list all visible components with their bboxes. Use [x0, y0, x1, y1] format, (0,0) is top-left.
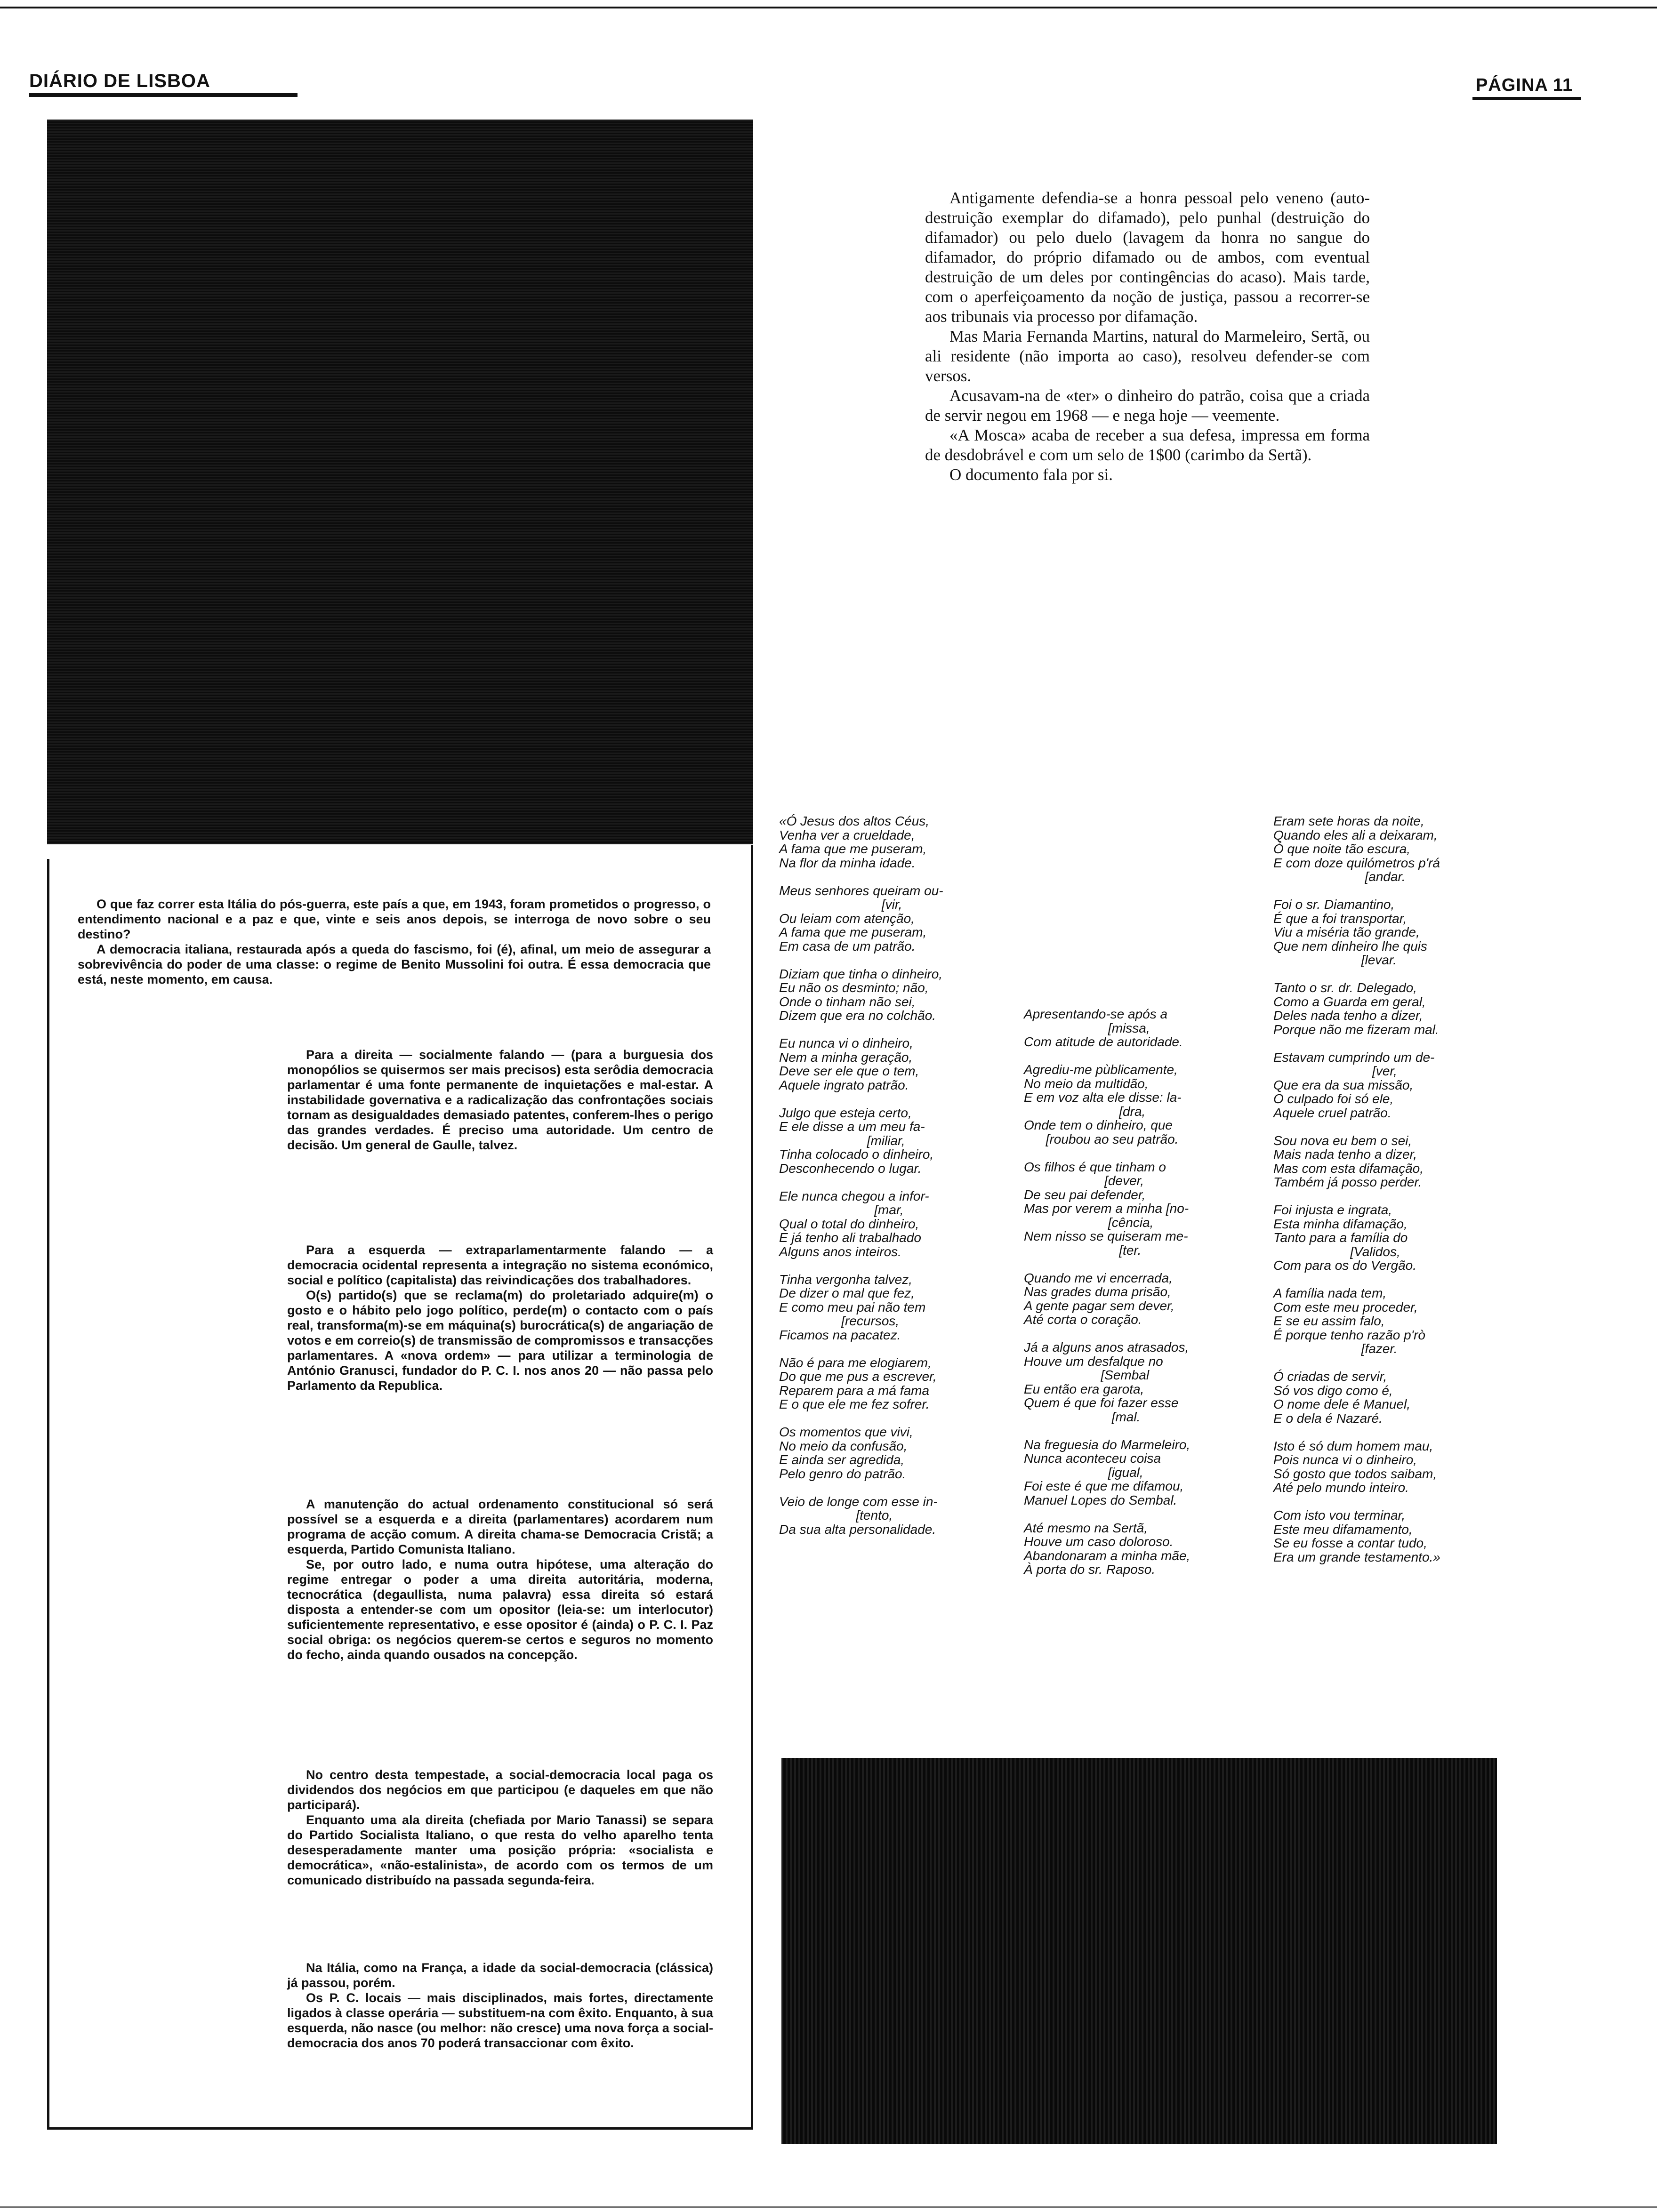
page-label-underline — [1472, 97, 1581, 100]
intro-paragraph: Acusavam-na de «ter» o dinheiro do patrão, coisa que a criada de servir negou em 1968 — e nega hoje — veemente. — [925, 386, 1370, 425]
article-section — [287, 1960, 713, 2051]
poem-column-3: Eram sete horas da noite, Quando eles ali a deixaram, Ó que noite tão escura, E com doze quilómetros p'rá [andar. Foi o sr. Diamantino, É que a foi transportar, Viu a miséria tão grande, Que nem dinheiro lhe quis [levar. Tanto o sr. dr. Delegado, Como a Guarda em geral, Deles nada tenho a dizer, Porque não me fizeram mal. Estavam cumprindo um de- [ver, Que era da sua missão, O culpado foi só ele, Aquele cruel patrão. Sou nova eu bem o sei, Mais nada tenho a dizer, Mas com esta difamação, Também já posso perder. Foi injusta e ingrata, Esta minha difamação, Tanto para a família do [Validos, Com para os do Vergão. A família nada tem, Com este meu proceder, E se eu assim falo, É porque tenho razão p'rò [fazer. Ó criadas de servir, Só vos digo como é, O nome dele é Manuel, E o dela é Nazaré. Isto é só dum homem mau, Pois nunca vi o dinheiro, Só gosto que todos saibam, Até pelo mundo inteiro. Com isto vou terminar, Este meu difamamento, Se eu fosse a contar tudo, Era um grande testamento.» — [1273, 814, 1440, 1564]
article-section — [287, 1497, 713, 1662]
article-frame-bottom — [47, 2127, 753, 2130]
article-section — [287, 1047, 713, 1153]
article-frame-left — [47, 859, 49, 2130]
top-photo — [47, 120, 753, 844]
article-paragraph: Enquanto uma ala direita (chefiada por Mario Tanassi) se separa do Partido Socialista Italiano, o que resta do velho aparelho tenta desesperadamente manter uma posição própria: «socialista e democrática», «não-estalinista», de acordo com os termos de um comunicado distribuído na passada segunda-feira. — [287, 1813, 713, 1887]
poem-column-2: Apresentando-se após a [missa, Com atitude de autoridade. Agrediu-me pùblicamente, No meio da multidão, E em voz alta ele disse: la- [dra, Onde tem o dinheiro, que [roubou ao seu patrão. Os filhos é que tinham o [dever, De seu pai defender, Mas por verem a minha [no- [cência, Nem nisso se quiseram me- [ter. Quando me vi encerrada, Nas grades duma prisão, A gente pagar sem dever, Até corta o coração. Já a alguns anos atrasados, Houve um desfalque no [Sembal Eu então era garota, Quem é que foi fazer esse [mal. Na freguesia do Marmeleiro, Nunca aconteceu coisa [igual, Foi este é que me difamou, Manuel Lopes do Sembal. Até mesmo na Sertã, Houve um caso doloroso. Abandonaram a minha mãe, À porta do sr. Raposo. — [1024, 1007, 1190, 1577]
intro-paragraph: Antigamente defendia-se a honra pessoal pelo veneno (auto-destruição exemplar do difamado), pelo punhal (destruição do difamador) ou pelo duelo (lavagem da honra no sangue do difamador, do próprio difamado ou de ambos, com eventual destruição de um deles por contingências do acaso). Mais tarde, com o aperfeiçoamento da noção de justiça, passou a recorrer-se aos tribunais via processo por difamação. — [925, 189, 1370, 326]
article-paragraph: Para a esquerda — extraparlamentarmente falando — a democracia ocidental representa a integração no sistema económico, social e político (capitalista) das reivindicações dos trabalhadores. — [287, 1243, 713, 1287]
article-section — [287, 1767, 713, 1888]
article-paragraph: O(s) partido(s) que se reclama(m) do proletariado adquire(m) o gosto e o hábito pelo jogo político, perde(m) o contacto com o país real, transforma(m)-se em máquina(s) burocrática(s) de angariação de votos e em correio(s) de transmissão de compromissos e transacções parlamentares. A «nova ordem» — para utilizar a terminologia de António Granusci, fundador do P. C. I. nos anos 20 — não passa pelo Parlamento da Republica. — [287, 1288, 713, 1393]
article-paragraph: Se, por outro lado, e numa outra hipótese, uma alteração do regime entregar o poder a uma direita autoritária, moderna, tecnocrática (degaullista, numa palavra) essa direita só estará disposta a entender-se com um opositor (leia-se: um interlocutor) suficientemente representativo, e esse opositor é (ainda) o P. C. I. Paz social obriga: os negócios querem-se certos e seguros no momento do fecho, ainda quando ousados na concepção. — [287, 1557, 713, 1662]
intro-paragraph: O documento fala por si. — [949, 465, 1113, 484]
masthead: DIÁRIO DE LISBOA — [29, 71, 210, 91]
article-paragraph: A manutenção do actual ordenamento constitucional só será possível se a esquerda e a direita (parlamentares) acordarem num programa de acção comum. A direita chama-se Democracia Cristã; a esquerda, Partido Comunista Italiano. — [287, 1497, 713, 1556]
article-lead — [78, 897, 711, 987]
bottom-border — [0, 2206, 1657, 2208]
article-paragraph: Para a direita — socialmente falando — (para a burguesia dos monopólios se quisermos ser mais precisos) esta serôdia democracia parlamentar é uma fonte permanente de inquietações e mal-estar. A instabilidade governativa e a radicalização das confrontações sociais tornam as desigualdades demasiado patentes, conferem-lhes o perigo das grandes verdades. É preciso uma autoridade. Um centro de decisão. Um general de Gaulle, talvez. — [287, 1048, 713, 1152]
intro-text — [925, 188, 1370, 485]
page-label: PÁGINA 11 — [1476, 75, 1573, 95]
article-lead-paragraph: O que faz correr esta Itália do pós-guerra, este país a que, em 1943, foram prometidos o progresso, o entendimento nacional e a paz e que, vinte e seis anos depois, se interroga de novo sobre o seu destino? — [78, 897, 711, 941]
intro-paragraph: «A Mosca» acaba de receber a sua defesa, impressa em forma de desdobrável e com um selo de 1$00 (carimbo da Sertã). — [925, 426, 1370, 464]
bottom-photo — [781, 1758, 1497, 2144]
intro-paragraph: Mas Maria Fernanda Martins, natural do Marmeleiro, Sertã, ou ali residente (não importa ao caso), resolveu defender-se com versos. — [925, 327, 1370, 385]
article-paragraph: No centro desta tempestade, a social-democracia local paga os dividendos dos negócios em que participou (e daqueles em que não participará). — [287, 1768, 713, 1812]
article-paragraph: Os P. C. locais — mais disciplinados, mais fortes, directamente ligados à classe operária — substituem-na com êxito. Enquanto, à sua esquerda, não nasce (ou melhor: não cresce) uma nova força a social-democracia dos anos 70 poderá transaccionar com êxito. — [287, 1991, 713, 2050]
article-lead-paragraph: A democracia italiana, restaurada após a queda do fascismo, foi (é), afinal, um meio de assegurar a sobrevivência do poder de uma classe: o regime de Benito Mussolini foi outra. É essa democracia que está, neste momento, em causa. — [78, 942, 711, 986]
masthead-underline — [29, 93, 298, 97]
article-paragraph: Na Itália, como na França, a idade da social-democracia (clássica) já passou, porém. — [287, 1961, 713, 1990]
poem-column-1: «Ó Jesus dos altos Céus, Venha ver a crueldade, A fama que me puseram, Na flor da minha idade. Meus senhores queiram ou- [vir, Ou leiam com atenção, A fama que me puseram, Em casa de um patrão. Diziam que tinha o dinheiro, Eu não os desminto; não, Onde o tinham não sei, Dizem que era no colchão. Eu nunca vi o dinheiro, Nem a minha geração, Deve ser ele que o tem, Aquele ingrato patrão. Julgo que esteja certo, E ele disse a um meu fa- [miliar, Tinha colocado o dinheiro, Desconhecendo o lugar. Ele nunca chegou a infor- [mar, Qual o total do dinheiro, E já tenho ali trabalhado Alguns anos inteiros. Tinha vergonha talvez, De dizer o mal que fez, E como meu pai não tem [recursos, Ficamos na pacatez. Não é para me elogiarem, Do que me pus a escrever, Reparem para a má fama E o que ele me fez sofrer. Os momentos que vivi, No meio da confusão, E ainda ser agredida, Pelo genro do patrão. Veio de longe com esse in- [tento, Da sua alta personalidade. — [779, 814, 943, 1537]
article-section — [287, 1242, 713, 1393]
top-border — [0, 7, 1657, 8]
article-frame-right — [751, 845, 753, 2130]
